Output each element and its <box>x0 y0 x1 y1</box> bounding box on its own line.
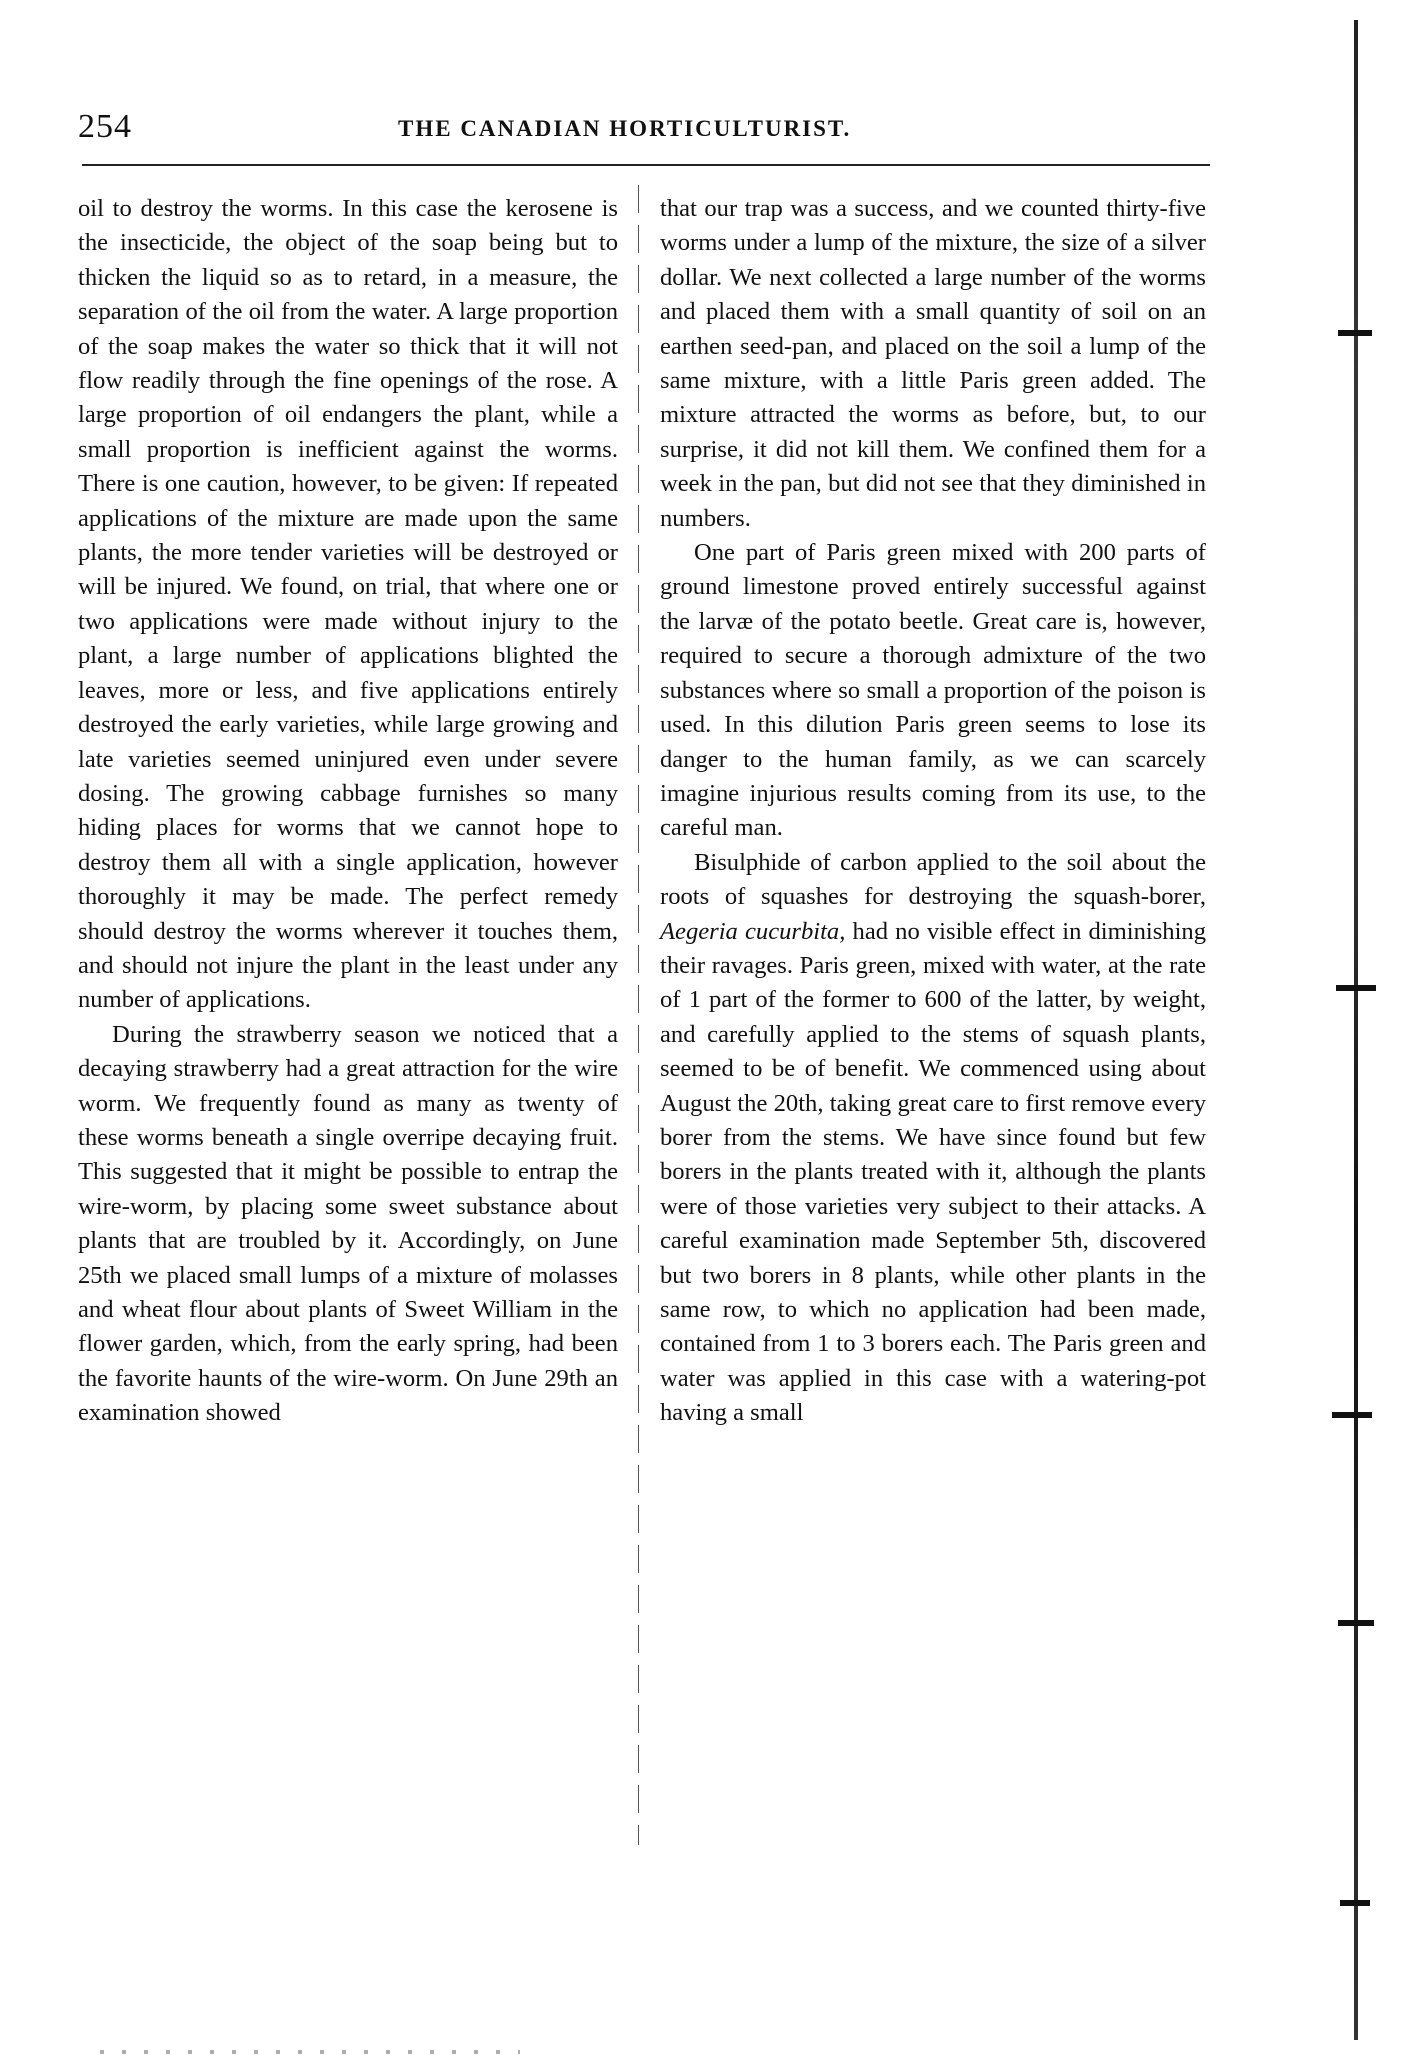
paragraph-text: Bisulphide of carbon applied to the soil about the roots of squashes for destroying the squash-borer, <box>660 848 1206 911</box>
binding-mark <box>1340 1900 1370 1906</box>
page-header <box>78 108 1203 152</box>
running-title: THE CANADIAN HORTICULTURIST. <box>398 116 852 141</box>
binding-line <box>1354 20 1358 2040</box>
paragraph: that our trap was a success, and we counted thirty-five worms under a lump of the mixture, the size of a silver dollar. We next collected a large number of the worms and placed them with a small quantity of soil on an earthen seed-pan, and placed on the soil a lump of the same mixture, with a little Paris green added. The mixture attracted the worms as before, but, to our surprise, it did not kill them. We confined them for a week in the pan, but did not see that they diminished in numbers. <box>660 195 1206 532</box>
print-specks <box>100 2050 520 2054</box>
paragraph: One part of Paris green mixed with 200 parts of ground limestone proved entirely successful against the larvæ of the potato beetle. Great care is, however, required to secure a thorough admixture of the two substances where so small a proportion of the poison is used. In this dilution Paris green seems to lose its danger to the human family, as we can scarcely imagine injurious results coming from its use, to the careful man. <box>660 539 1206 842</box>
paragraph: oil to destroy the worms. In this case the kerosene is the insecticide, the object of the soap being but to thicken the liquid so as to retard, in a measure, the separation of the oil from the water. A large proportion of the soap makes the water so thick that it will not flow readily through the fine openings of the rose. A large proportion of oil endangers the plant, while a small proportion is inefficient against the worms. There is one caution, however, to be given: If repeated applications of the mixture are made upon the same plants, the more tender varieties will be destroyed or will be injured. We found, on trial, that where one or two applications were made without injury to the plant, a large number of applications blighted the leaves, more or less, and five applications entirely destroyed the early varieties, while large growing and late varieties seemed uninjured even under severe dosing. The growing cabbage furnishes so many hiding places for worms that we cannot hope to destroy them all with a single application, however thoroughly it may be made. The perfect remedy should destroy the worms wherever it touches them, and should not injure the plant in the least under any number of applications. <box>78 195 618 1014</box>
paragraph-text: had no visible effect in diminishing their ravages. Paris green, mixed with water, at the rate of 1 part of the former to 600 of the latter, by weight, and carefully applied to the stems of squash plants, seemed to be of benefit. We commenced using about August the 20th, taking great care to first remove every borer from the stems. We have since found but few borers in the plants treated with it, although the plants were of those varieties very subject to their attacks. A careful examination made September 5th, discovered but two borers in 8 plants, while other plants in the same row, to which no application had been made, contained from 1 to 3 borers each. The Paris green and water was applied in this case with a watering-pot having a small <box>660 917 1207 1427</box>
binding-mark <box>1338 1620 1374 1626</box>
column-divider <box>638 185 639 1845</box>
binding-mark <box>1336 985 1376 991</box>
binding-mark <box>1332 1412 1372 1418</box>
species-name: Aegeria cucurbita, <box>660 917 846 945</box>
paragraph <box>660 846 1206 1431</box>
header-rule <box>82 164 1210 166</box>
paragraph: During the strawberry season we noticed that a decaying strawberry had a great attraction for the wire worm. We frequently found as many as twenty of these worms beneath a single overripe decaying fruit. This suggested that it might be possible to entrap the wire-worm, by placing some sweet substance about plants that are troubled by it. Accordingly, on June 25th we placed small lumps of a mixture of molasses and wheat flour about plants of Sweet William in the flower garden, which, from the early spring, had been the favorite haunts of the wire-worm. On June 29th an examination showed <box>78 1020 618 1427</box>
page-number: 254 <box>78 108 132 145</box>
right-column <box>660 192 1206 1431</box>
binding-mark <box>1338 330 1372 336</box>
left-column <box>78 192 618 1431</box>
binding-edge <box>1328 0 1388 2072</box>
